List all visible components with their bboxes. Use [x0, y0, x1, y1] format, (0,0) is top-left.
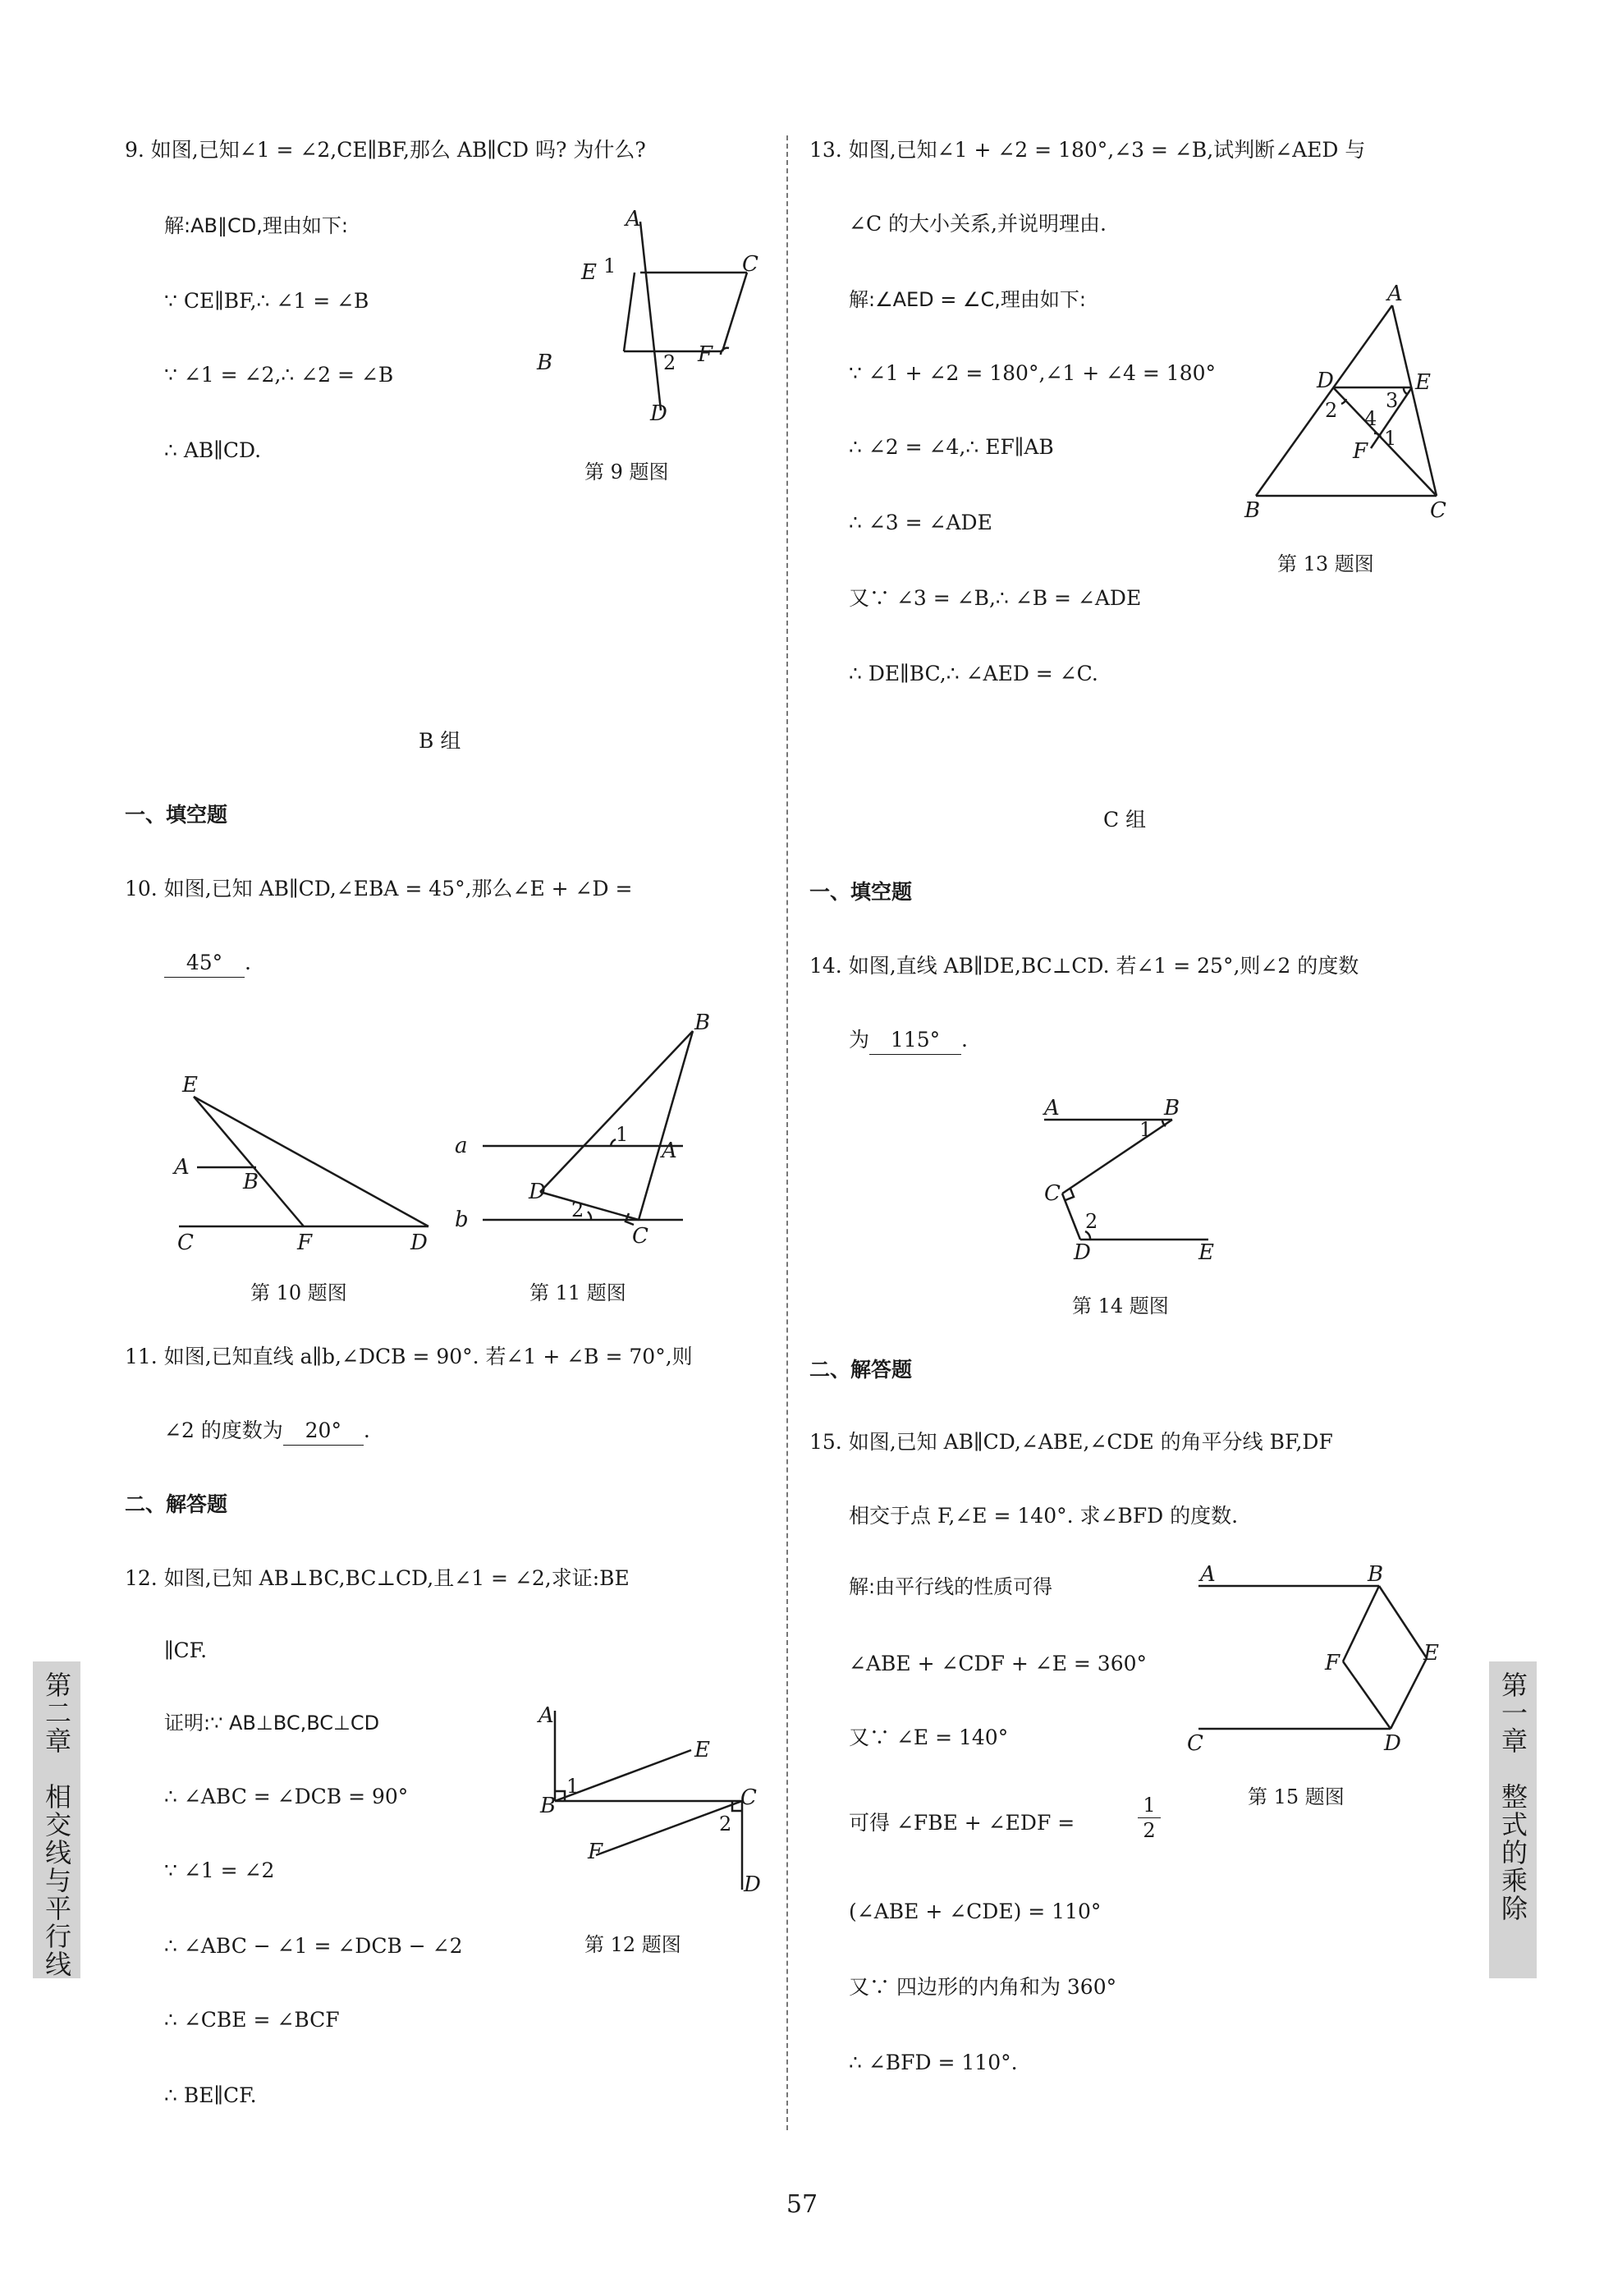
f14-label: C — [1044, 1181, 1061, 1206]
f13-label: D — [1317, 369, 1334, 393]
figure-13 — [1236, 273, 1466, 527]
q13-sol-line: 解:∠AED = ∠C,理由如下: — [849, 288, 1087, 311]
q12-sol-line: ∴ ∠ABC = ∠DCB = 90° — [164, 1785, 409, 1808]
q12-sol-line: ∴ ∠CBE = ∠BCF — [164, 2008, 340, 2032]
f9-label: 1 — [603, 254, 616, 277]
q15-sol-line: 解:由平行线的性质可得 — [849, 1575, 1053, 1598]
q15-sol-line: 又∵ ∠E = 140° — [849, 1725, 1009, 1749]
chapter-tab-right: 第一章 整式的乘除 — [1489, 1661, 1537, 1978]
f12-label: 2 — [719, 1813, 732, 1835]
fraction-numerator: 1 — [1138, 1793, 1161, 1818]
f10-label: D — [410, 1230, 428, 1255]
f15-label: E — [1423, 1641, 1439, 1666]
q14-stem: 14. 如图,直线 AB∥DE,BC⊥CD. 若∠1 = 25°,则∠2 的度数 — [809, 954, 1359, 978]
q11-pre: ∠2 的度数为 — [164, 1418, 283, 1442]
f12-label: B — [540, 1794, 557, 1818]
f9-label: E — [581, 260, 597, 285]
f15-label: F — [1325, 1651, 1340, 1675]
fraction-denominator: 2 — [1143, 1819, 1156, 1842]
q11-answer: 20° — [283, 1417, 364, 1446]
f15-label: C — [1187, 1731, 1203, 1756]
f13-label: E — [1415, 370, 1431, 395]
f11-label: 2 — [571, 1198, 584, 1221]
q15-stem: 15. 如图,已知 AB∥CD,∠ABE,∠CDE 的角平分线 BF,DF — [809, 1430, 1333, 1454]
figure-10 — [164, 1067, 443, 1264]
f10-label: E — [182, 1073, 198, 1098]
f9-label: D — [650, 401, 667, 426]
q11-stem: 11. 如图,已知直线 a∥b,∠DCB = 90°. 若∠1 + ∠B = 70°,则 — [125, 1345, 693, 1368]
q10-end: . — [245, 951, 251, 974]
f13-label: F — [1353, 439, 1368, 464]
f15-label: B — [1368, 1562, 1384, 1587]
f12-label: D — [744, 1872, 761, 1897]
f12-label: C — [740, 1785, 757, 1810]
q9-sol-line: ∵ CE∥BF,∴ ∠1 = ∠B — [164, 289, 369, 313]
q12-sol-line: ∴ BE∥CF. — [164, 2083, 257, 2107]
f9-label: 2 — [663, 351, 676, 374]
q10-answer-line — [164, 949, 251, 978]
q14-pre: 为 — [849, 1028, 870, 1052]
f15-label: A — [1200, 1562, 1216, 1587]
q12-stem-cont: ∥CF. — [164, 1638, 208, 1662]
q13-sol-line: ∴ ∠3 = ∠ADE — [849, 511, 992, 534]
q12-sol-line: 证明:∵ AB⊥BC,BC⊥CD — [164, 1712, 380, 1735]
q11-end: . — [363, 1418, 370, 1442]
q15-sol-line: ∴ ∠BFD = 110°. — [849, 2051, 1018, 2074]
q15-sol-line: ∠ABE + ∠CDF + ∠E = 360° — [849, 1652, 1148, 1675]
q13-sol-line: ∴ DE∥BC,∴ ∠AED = ∠C. — [849, 662, 1098, 685]
f11-label: b — [455, 1208, 469, 1232]
q10-stem: 10. 如图,已知 AB∥CD,∠EBA = 45°,那么∠E + ∠D = — [125, 877, 633, 901]
section-fill-blank: 一、填空题 — [809, 880, 913, 904]
caption-14: 第 14 题图 — [1072, 1295, 1169, 1318]
f14-label: 1 — [1139, 1118, 1153, 1141]
q9-sol-line: 解:AB∥CD,理由如下: — [164, 214, 348, 237]
f9-label: A — [626, 207, 641, 231]
f14-label: E — [1198, 1240, 1214, 1265]
figure-15 — [1182, 1560, 1461, 1765]
f9-label: F — [698, 342, 713, 367]
q15-sol-line: 又∵ 四边形的内角和为 360° — [849, 1975, 1117, 1999]
q9-sol-line: ∵ ∠1 = ∠2,∴ ∠2 = ∠B — [164, 363, 394, 387]
figure-11 — [450, 1006, 729, 1253]
q11-answer-line — [164, 1417, 370, 1446]
f13-label: B — [1244, 498, 1261, 523]
chapter-tab-left: 第二章 相交线与平行线 — [33, 1661, 80, 1978]
f9-label: C — [742, 252, 758, 277]
fraction-half — [1138, 1793, 1161, 1843]
f13-label: 4 — [1364, 407, 1377, 430]
f10-label: B — [243, 1170, 259, 1194]
section-answer: 二、解答题 — [809, 1358, 913, 1382]
f10-label: C — [177, 1230, 194, 1255]
group-c-heading: C 组 — [1103, 808, 1147, 832]
q15-sol-line: 可得 ∠FBE + ∠EDF = — [849, 1811, 1075, 1835]
figure-9 — [525, 205, 772, 435]
f9-label: B — [537, 351, 553, 375]
f13-label: 2 — [1325, 399, 1338, 422]
f12-label: F — [588, 1840, 603, 1864]
q15-sol-line: (∠ABE + ∠CDE) = 110° — [849, 1900, 1102, 1923]
caption-12: 第 12 题图 — [584, 1933, 681, 1956]
f11-label: C — [632, 1224, 648, 1249]
f14-label: 2 — [1085, 1210, 1098, 1233]
q12-sol-line: ∵ ∠1 = ∠2 — [164, 1858, 275, 1882]
column-divider — [786, 135, 788, 2130]
f14-label: D — [1074, 1240, 1091, 1265]
page-number: 57 — [786, 2190, 818, 2219]
f13-label: 3 — [1386, 389, 1399, 412]
q14-end: . — [961, 1028, 968, 1052]
q9-sol-line: ∴ AB∥CD. — [164, 438, 262, 462]
f15-label: D — [1384, 1731, 1401, 1756]
q10-answer: 45° — [164, 949, 245, 978]
q13-stem-cont: ∠C 的大小关系,并说明理由. — [849, 212, 1107, 236]
f13-label: C — [1430, 498, 1446, 523]
f10-label: F — [297, 1230, 313, 1255]
f14-label: A — [1044, 1096, 1060, 1121]
caption-10: 第 10 题图 — [250, 1281, 347, 1304]
q14-answer: 115° — [869, 1026, 961, 1055]
f11-label: A — [662, 1139, 677, 1163]
f13-label: A — [1387, 282, 1403, 306]
q13-sol-line: 又∵ ∠3 = ∠B,∴ ∠B = ∠ADE — [849, 586, 1142, 610]
figure-14 — [1033, 1084, 1246, 1272]
f14-label: B — [1164, 1096, 1180, 1121]
f12-label: A — [538, 1703, 554, 1728]
f10-label: A — [174, 1155, 190, 1180]
q13-stem: 13. 如图,已知∠1 + ∠2 = 180°,∠3 = ∠B,试判断∠AED 与 — [809, 138, 1366, 162]
f11-label: B — [694, 1011, 711, 1035]
section-answer: 二、解答题 — [125, 1492, 228, 1516]
caption-11: 第 11 题图 — [529, 1281, 626, 1304]
f13-label: 1 — [1384, 427, 1397, 450]
f11-label: 1 — [616, 1123, 629, 1146]
q15-stem-cont: 相交于点 F,∠E = 140°. 求∠BFD 的度数. — [849, 1504, 1239, 1528]
f11-label: a — [455, 1134, 468, 1158]
f11-label: D — [529, 1180, 546, 1204]
q9-stem: 9. 如图,已知∠1 = ∠2,CE∥BF,那么 AB∥CD 吗? 为什么? — [125, 138, 646, 162]
caption-13: 第 13 题图 — [1277, 552, 1374, 575]
f12-label: E — [694, 1738, 710, 1762]
group-b-heading: B 组 — [419, 729, 461, 753]
figure-12 — [525, 1699, 772, 1896]
f12-label: 1 — [566, 1775, 580, 1798]
caption-9: 第 9 题图 — [584, 461, 669, 483]
caption-15: 第 15 题图 — [1248, 1785, 1345, 1808]
q12-stem: 12. 如图,已知 AB⊥BC,BC⊥CD,且∠1 = ∠2,求证:BE — [125, 1566, 630, 1590]
q12-sol-line: ∴ ∠ABC − ∠1 = ∠DCB − ∠2 — [164, 1934, 463, 1958]
q13-sol-line: ∴ ∠2 = ∠4,∴ EF∥AB — [849, 435, 1054, 459]
section-fill-blank: 一、填空题 — [125, 803, 228, 827]
q14-answer-line — [849, 1026, 968, 1055]
q13-sol-line: ∵ ∠1 + ∠2 = 180°,∠1 + ∠4 = 180° — [849, 361, 1217, 385]
